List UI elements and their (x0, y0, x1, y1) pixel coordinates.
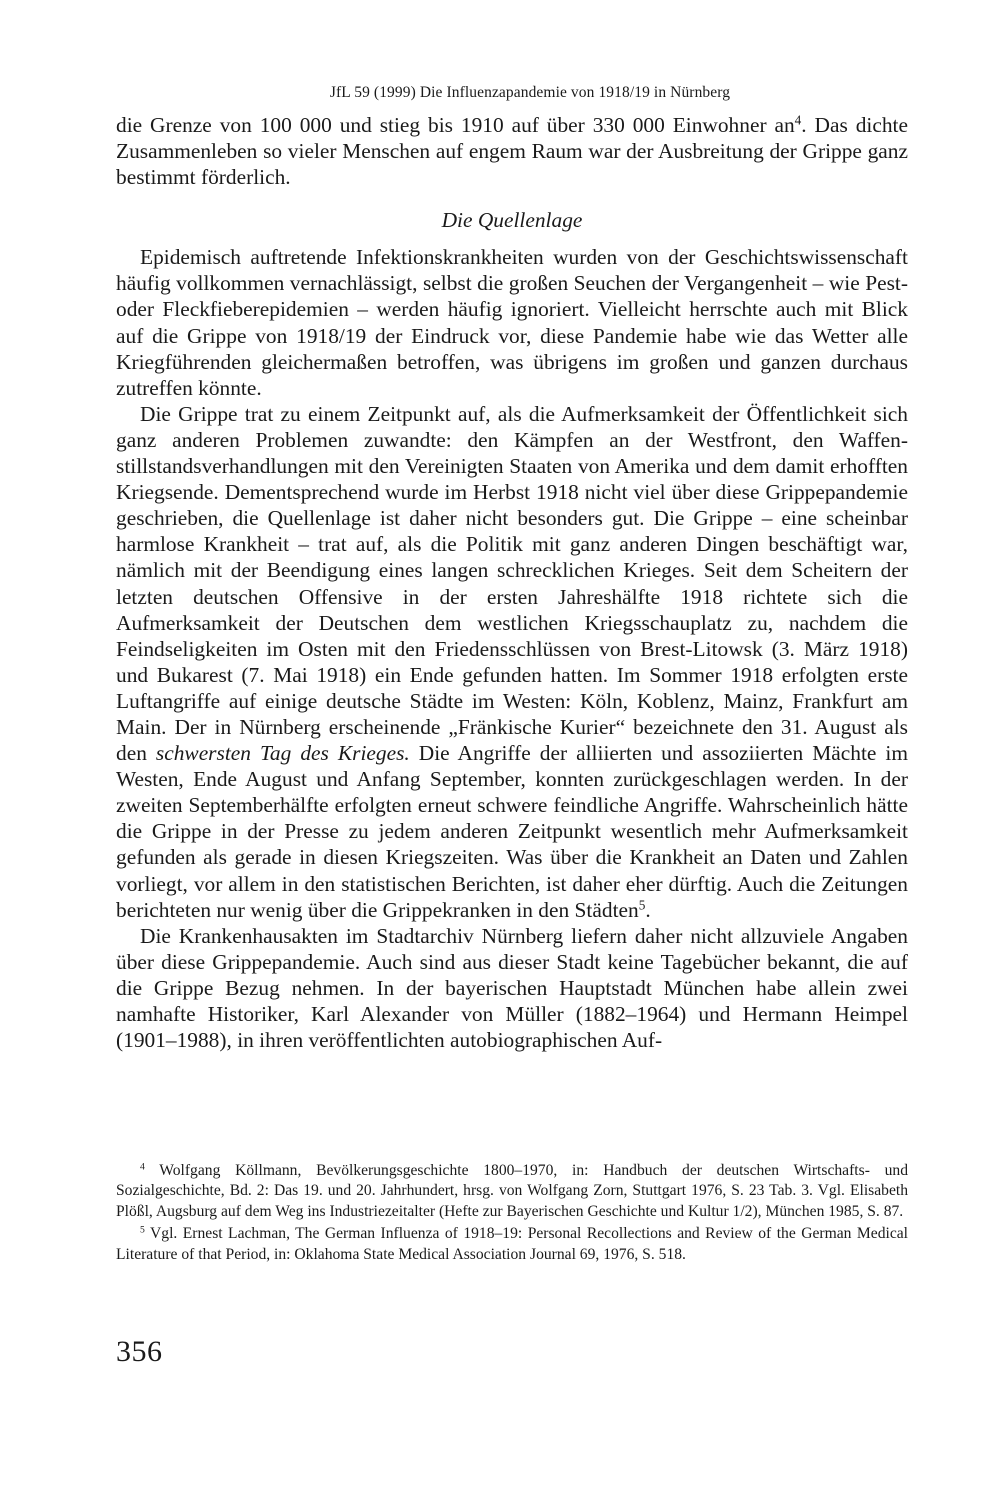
paragraph-3 (116, 401, 908, 923)
running-head: JfL 59 (1999) Die Influenzapandemie von 1918/19 in Nürnberg (329, 84, 731, 101)
page-number: 356 (116, 1335, 163, 1368)
paragraph-4: Die Krankenhausakten im Stadtarchiv Nürnberg liefern daher nicht allzuviele Angaben über diese Grippepandemie. Auch sind aus dieser Stadt keine Tagebücher bekannt, die auf die Grippe Bezug nehmen. In der bayerischen Hauptstadt München habe allein zwei namhafte Historiker, Karl Alexander von Müller (1882–1964) und Hermann Heimpel (1901–1988), in ihren veröffentlichten autobiographischen Auf- (116, 923, 908, 1053)
body-text (116, 112, 908, 1053)
section-heading: Die Quellenlage (441, 208, 583, 233)
paragraph-3-text-a: Die Grippe trat zu einem Zeitpunkt auf, als die Aufmerksamkeit der Öffentlichkeit sich ganz anderen Problemen zuwandte: den Kämpfen an der Westfront, den Waffenstillstandsverhandlungen mit den Vereinigten Staaten von Amerika und dem damit erhofften Kriegsende. Dementsprechend wurde im Herbst 1918 nicht viel über diese Grippepandemie geschrieben, die Quellenlage ist daher nicht besonders gut. Die Grippe – eine scheinbar harmlose Krankheit – trat auf, als die Politik mit ganz anderen Dingen beschäftigt war, nämlich mit der Beendigung eines langen schrecklichen Krieges. Seit dem Scheitern der letzten deutschen Offensive in der ersten Jahreshälfte 1918 richtete sich die Aufmerksamkeit der Deutschen dem westlichen Kriegsschauplatz zu, nachdem die Feindseligkeiten im Osten mit den Friedensschlüssen von Brest-Litowsk (3. März 1918) und Bukarest (7. Mai 1918) ein Ende gefunden hatten. Im Sommer 1918 erfolgten erste Luftangriffe auf einige deutsche Städte im Westen: Köln, Koblenz, Mainz, Frankfurt am Main. Der in Nürnberg erscheinende „Fränkische Kurier“ bezeichnete den 31. August als den (116, 401, 908, 766)
paragraph-3-text-c: . (645, 897, 651, 922)
paragraph-2: Epidemisch auftretende Infektionskrankheiten wurden von der Geschichtswissenschaft häufig vollkommen vernachlässigt, selbst die großen Seuchen der Vergangenheit – wie Pest- oder Fleckfieberepidemien – werden häufig ignoriert. Vielleicht herrschte auch mit Blick auf die Grippe von 1918/19 der Eindruck vor, diese Pandemie habe wie das Wetter alle Kriegführenden gleichermaßen betroffen, was übrigens im großen und ganzen durchaus zutreffen könnte. (116, 245, 908, 400)
paragraph-3-text-b: Die Angriffe der alliierten und assoziierten Mächte im Westen, Ende August und Anfang September, konnten zurückgeschlagen werden. In der zweiten Septemberhälfte erfolgten erneut schwere feindliche Angriffe. Wahrscheinlich hätte die Grippe in der Presse zu jedem anderen Zeitpunkt wesentlich mehr Aufmerksamkeit gefunden als gerade in diesen Kriegszeiten. Was über die Krankheit an Daten und Zahlen vorliegt, vor allem in den statistischen Berichten, ist daher eher dürftig. Auch die Zeitungen berichteten nur wenig über die Grippekranken in den Städten (116, 741, 909, 922)
footnote-marker: 5 (140, 1224, 145, 1236)
footnote-text: Wolfgang Köllmann, Bevölkerungsgeschichte 1800–1970, in: Handbuch der deutschen Wirtschafts- und Sozialgeschichte, Bd. 2: Das 19. und 20. Jahrhundert, hrsg. von Wolfgang Zorn, Stuttgart 1976, S. 23 Tab. 3. Vgl. Elisabeth Plößl, Augsburg auf dem Weg ins Industriezeitalter (Hefte zur Bayerischen Geschichte und Kultur 1/2), München 1985, S. 87. (116, 1162, 908, 1220)
footnote-ref-4[interactable]: 4 (794, 112, 802, 128)
footnote-4 (116, 1161, 908, 1222)
paragraph-1-text-a: die Grenze von 100 000 und stieg bis 1910 auf über 330 000 Einwohner an (116, 113, 795, 137)
footnote-ref-5[interactable]: 5 (638, 897, 646, 913)
footnotes (116, 1161, 908, 1265)
footnote-marker: 4 (140, 1161, 145, 1173)
paragraph-3-emphasis: schwersten Tag des Krieges. (155, 741, 410, 766)
paragraph-1-text-b: . Das dichte Zusammenleben so vieler Menschen auf engem Raum war der Ausbreitung der Grippe ganz bestimmt förderlich. (116, 113, 908, 190)
page-content (116, 84, 908, 1053)
footnote-5 (116, 1224, 908, 1265)
footnote-text: Vgl. Ernest Lachman, The German Influenza of 1918–19: Personal Recollections and Review of the German Medical Literature of that Period, in: Oklahoma State Medical Association Journal 69, 1976, S. 518. (116, 1225, 908, 1263)
paragraph-1 (116, 112, 908, 190)
